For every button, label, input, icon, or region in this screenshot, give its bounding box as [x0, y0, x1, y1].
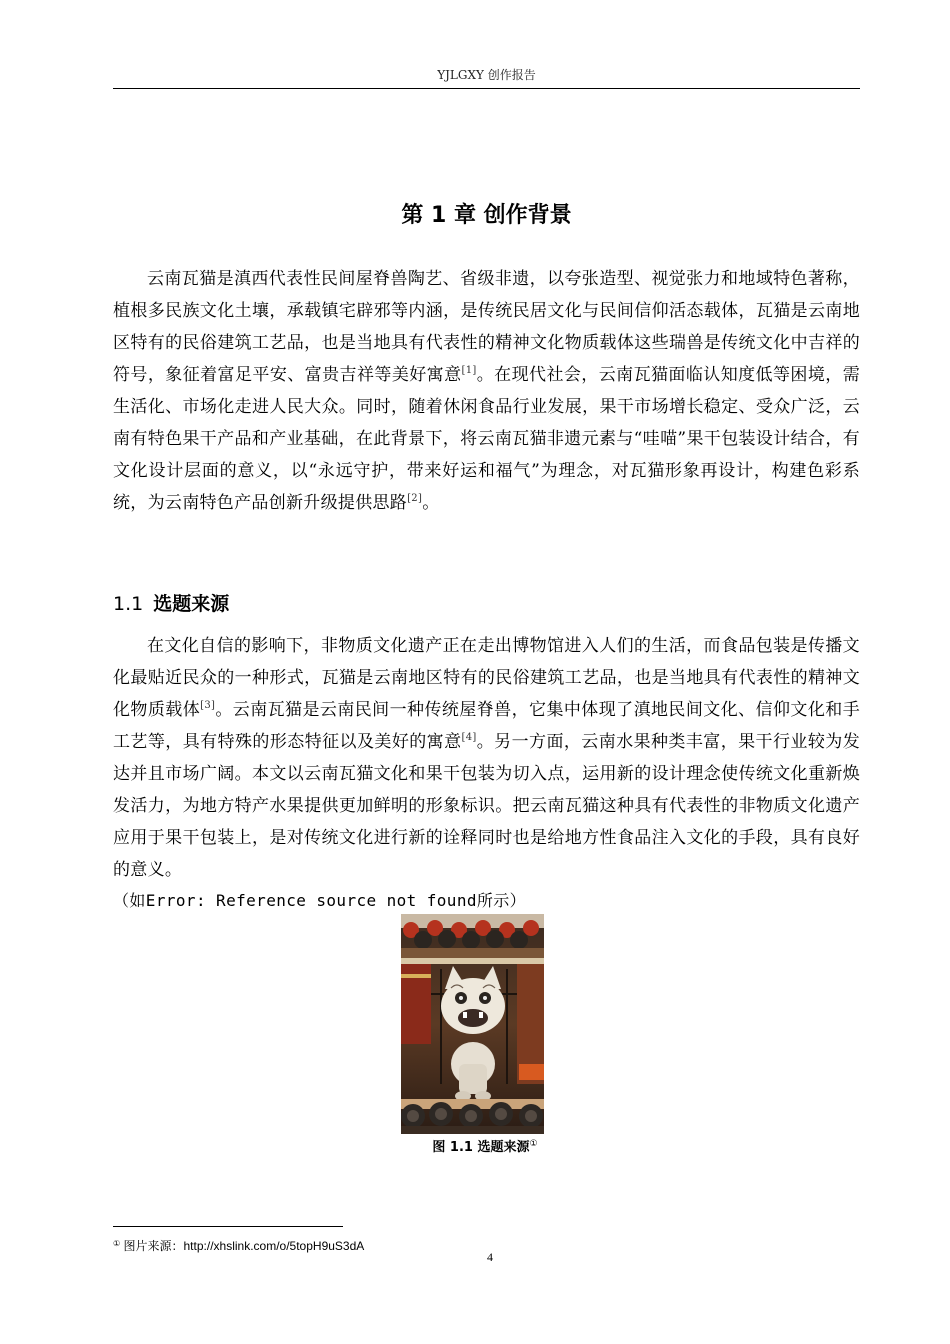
section-title: 选题来源 [153, 593, 230, 615]
intro-text-b: 。在现代社会，云南瓦猫面临认知度低等困境，需生活化、市场化走进人民大众。同时，随着休闲食品行业发展，果干市场增长稳定、受众广泛，云南有特色果干产品和产业基础，在此背景下，将云南瓦猫非遗元素与“哇喵”果干包装设计结合，有文化设计层面的意义，以“永远守护，带来好运和福气”为理念，对瓦猫形象再设计，构建色彩系统，为云南特色产品创新升级提供思路 [113, 365, 860, 513]
wa-mao-photo [401, 914, 544, 1134]
footnote-text: 图片来源：http://xhslink.com/o/5topH9uS3dA [120, 1239, 365, 1253]
section-paragraph [113, 630, 860, 886]
figure-caption [320, 1136, 650, 1155]
footnote [113, 1237, 364, 1254]
intro-text-a: 云南瓦猫是滇西代表性民间屋脊兽陶艺、省级非遗，以夸张造型、视觉张力和地域特色著称，植根多民族文化土壤，承载镇宅辟邪等内涵，是传统民居文化与民间信仰活态载体，瓦猫是云南地区特有的民俗建筑工艺品，也是当地具有代表性的精神文化物质载体这些瑞兽是传统文化中吉祥的符号，象征着富足平安、富贵吉祥等美好寓意 [113, 269, 860, 385]
page-number: 4 [487, 1250, 493, 1264]
intro-paragraph [113, 263, 860, 519]
footnote-mark: ① [113, 1239, 121, 1248]
section-heading [113, 589, 229, 616]
wa-mao-illustration [401, 914, 544, 1134]
section-text-b: 。云南瓦猫是云南民间一种传统屋脊兽，它集中体现了滇地民间文化、信仰文化和手工艺等，具有特殊的形态特征以及美好的寓意 [113, 700, 860, 752]
intro-text-c: 。 [422, 493, 440, 513]
citation-3[interactable]: [3] [200, 700, 216, 711]
footnote-rule [113, 1226, 343, 1227]
figure-footnote-mark[interactable]: ① [529, 1139, 538, 1149]
figure-caption-text: 图 1.1 选题来源 [432, 1140, 530, 1155]
citation-4[interactable]: [4] [461, 732, 477, 743]
section-number: 1.1 [113, 593, 144, 615]
section-text-a: 在文化自信的影响下，非物质文化遗产正在走出博物馆进入人们的生活，而食品包装是传播文化最贴近民众的一种形式，瓦猫是云南地区特有的民俗建筑工艺品，也是当地具有代表性的精神文化物质载体 [113, 636, 860, 720]
chapter-title: 第 1 章 创作背景 [401, 203, 572, 228]
section-text-c: 。另一方面，云南水果种类丰富，果干行业较为发达并且市场广阔。本文以云南瓦猫文化和果干包装为切入点，运用新的设计理念使传统文化重新焕发活力，为地方特产水果提供更加鲜明的形象标识。把云南瓦猫这种具有代表性的非物质文化遗产应用于果干包装上，是对传统文化进行新的诠释同时也是给地方性食品注入文化的手段，具有良好的意义。 [113, 732, 860, 880]
citation-2[interactable]: [2] [407, 493, 423, 504]
header-rule [113, 88, 860, 89]
running-header: YJLGXY 创作报告 [437, 68, 536, 82]
citation-1[interactable]: [1] [461, 365, 477, 376]
reference-error-note: （如Error: Reference source not found所示） [113, 891, 527, 910]
